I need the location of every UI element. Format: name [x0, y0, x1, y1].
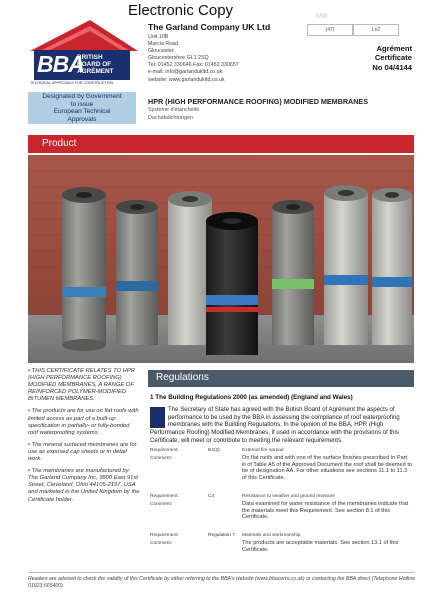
- comment-label: Comment:: [150, 541, 173, 546]
- product-subtitle-de: Dachabdichtungen: [148, 115, 193, 121]
- bullet-item: • THIS CERTIFICATE RELATES TO HPR (HIGH PERFORMANCE ROOFING) MODIFIED MEMBRANES, A RANGE OF REINFORCED POLYMER-MODIFIED BITUMEN MEMBRANES.: [28, 368, 135, 403]
- address-line: Tel: 01452 330646 Fax: 01452 330657: [148, 62, 239, 69]
- logo-word-2: BOARD OF: [77, 61, 112, 68]
- code-box-a: (47): [307, 24, 353, 36]
- comment-label: Comment:: [150, 456, 173, 461]
- designation-box: [28, 92, 136, 124]
- regulations-intro-text: The Secretary of State has agreed with the British Board of Agrément the aspects of performance to be used by the BBA in assessing the compliance of roof waterproofing membranes with the Building Regulations. In the opinion of the BBA, HPR (High Performance Roofing) Modified Membranes, if used in accordance with the provisions of this Certificate, will meet or contribute to meeting the relevant requirements.: [150, 406, 400, 444]
- comment-text: Data examined for water resistance of the membranes indicate that the materials meet this Requirement. See section 8.1 of this Certificate.: [242, 501, 409, 521]
- logo-word-3: AGRÉMENT: [77, 68, 114, 75]
- requirement-label: Requirement:: [150, 494, 179, 499]
- reference-number: 0/98: [316, 14, 328, 20]
- regulations-section-label: Regulations: [156, 372, 209, 383]
- requirement-desc: Resistance to weather and ground moisture: [242, 494, 335, 499]
- product-section-label: Product: [42, 138, 77, 149]
- address-line: Unit 10B: [148, 34, 169, 40]
- comment-text: On flat roofs and with one of the surface finishes prescribed in Part iii of Table A5 of the Approved Document the roof shall be deemed to be of designation AA. For other situations see sections 11.1 to 11.3 of this Certificate.: [242, 455, 412, 481]
- requirement-code: B4(2): [208, 448, 220, 453]
- roof-icon: [26, 18, 142, 52]
- product-title: HPR (HIGH PERFORMANCE ROOFING) MODIFIED MEMBRANES: [148, 97, 369, 106]
- requirement-desc: External fire spread: [242, 448, 284, 453]
- company-name: The Garland Company UK Ltd: [148, 22, 271, 32]
- electronic-copy-label: Electronic Copy: [128, 2, 234, 19]
- address-line: Gloucester: [148, 48, 174, 55]
- certificate-line-3: No 04/4144: [372, 62, 412, 72]
- product-section-bar: [28, 135, 414, 153]
- regulations-intro: [150, 406, 412, 445]
- designation-line: Approvals: [67, 115, 97, 123]
- logo-word-1: BRITISH: [77, 54, 103, 61]
- requirement-label: Requirement:: [150, 533, 179, 538]
- company-address: [148, 34, 239, 84]
- address-line: Gloucestershire GL1 2SQ: [148, 55, 209, 62]
- summary-bullets: [28, 368, 140, 509]
- requirement-label: Requirement:: [150, 448, 179, 453]
- comment-label: Comment:: [150, 502, 173, 507]
- footer-note: Readers are advised to check the validity of this Certificate by either referring to the BBA's website (www.bbacerts.co.uk) or contacting the BBA direct (Telephone Hotline 01923 665400).: [28, 576, 415, 589]
- product-photo: [28, 155, 414, 363]
- designation-line: European Technical: [53, 108, 111, 116]
- certificate-number: [372, 44, 412, 72]
- bullet-item: • The mineral surfaced membranes are for use as exposed cap sheets or in detail work.: [28, 441, 137, 463]
- bullet-item: • The membranes are manufactured by: The Garland Company Inc, 3800 East 91st Street, Cleveland, Ohio 44105-2197, USA and marketed in the United Kingdom by the Certificate holder.: [28, 468, 140, 503]
- product-subtitle-fr: Système d'étanchéité: [148, 107, 200, 113]
- designation-line: Designated by Government: [42, 93, 122, 100]
- bullet-item: • The products are for use on flat roofs with limited access as part of a built-up specification in partially- or fully-bonded roof waterproofing systems.: [28, 408, 139, 436]
- bba-logo: [26, 18, 142, 85]
- requirement-code: Regulation 7: [208, 533, 235, 538]
- footer-divider: [28, 572, 414, 573]
- address-line: e-mail: info@garlandukltd.co.uk: [148, 69, 223, 76]
- certificate-line-1: Agrément: [376, 44, 412, 53]
- comment-text: The products are acceptable materials. See section 13.1 of this Certificate.: [242, 540, 399, 553]
- regulations-section-bar: [148, 370, 414, 387]
- requirement-desc: Materials and workmanship: [242, 533, 301, 538]
- address-line: Marcia Road: [148, 41, 179, 48]
- designation-line: to issue: [70, 100, 94, 108]
- logo-words: [77, 54, 114, 75]
- dropcap-block: [150, 407, 165, 428]
- logo-bba-text: BBA: [37, 51, 84, 77]
- certificate-line-2: Certificate: [374, 53, 412, 63]
- requirement-code: C4: [208, 494, 215, 499]
- regulations-heading: 1 The Building Regulations 2000 (as amended) (England and Wales): [150, 394, 353, 401]
- code-box-b: Ln2: [353, 24, 399, 36]
- logo-tagline: TECHNICAL APPROVALS FOR CONSTRUCTION: [30, 81, 114, 85]
- address-line: website: www.garlandukltd.co.uk: [148, 76, 225, 83]
